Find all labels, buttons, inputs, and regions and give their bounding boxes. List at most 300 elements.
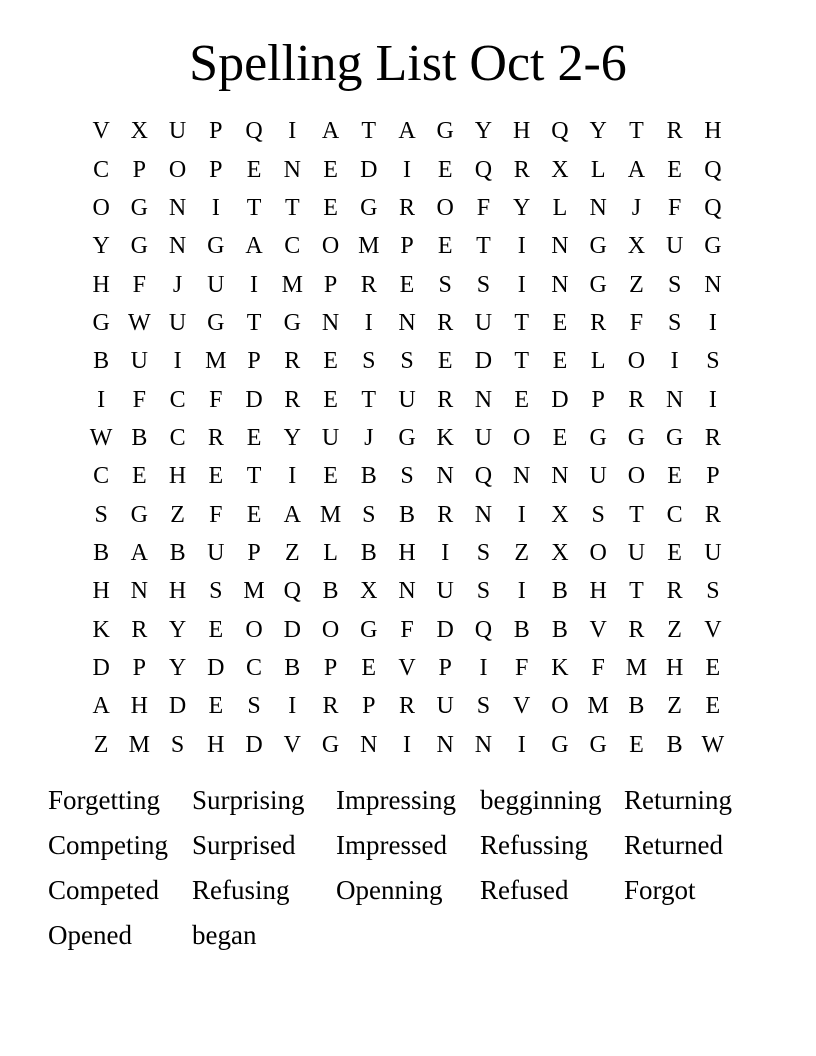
grid-letter: G xyxy=(704,233,722,260)
grid-letter: N xyxy=(665,386,684,413)
grid-letter: I xyxy=(288,463,297,490)
grid-letter: H xyxy=(92,578,110,605)
grid-letter: P xyxy=(706,463,720,490)
word-list-item: Openning xyxy=(336,875,443,905)
grid-letter: M xyxy=(625,654,648,681)
grid-row xyxy=(82,342,732,380)
grid-letter: A xyxy=(398,118,416,145)
grid-letter: E xyxy=(323,386,338,413)
grid-letter: G xyxy=(589,731,607,758)
grid-letter: O xyxy=(589,539,607,566)
grid-letter: J xyxy=(364,424,374,451)
grid-letter: A xyxy=(321,118,340,145)
grid-letter: E xyxy=(552,424,568,451)
grid-letter: O xyxy=(436,194,454,221)
grid-letter: N xyxy=(474,386,493,413)
grid-letter: B xyxy=(398,501,415,528)
grid-letter: F xyxy=(515,654,529,681)
grid-letter: E xyxy=(667,539,682,566)
grid-letter: I xyxy=(479,654,488,681)
grid-row xyxy=(82,112,732,150)
grid-letter: P xyxy=(132,156,147,183)
grid-letter: H xyxy=(130,693,149,720)
grid-letter: W xyxy=(89,424,113,451)
grid-letter: I xyxy=(402,731,411,758)
grid-letter: N xyxy=(513,463,531,490)
grid-letter: X xyxy=(360,578,378,605)
grid-letter: H xyxy=(168,578,187,605)
word-list-item: Returning xyxy=(624,785,732,815)
grid-row xyxy=(82,495,732,533)
grid-letter: L xyxy=(323,539,338,566)
grid-row xyxy=(82,380,732,418)
grid-letter: M xyxy=(243,578,265,605)
grid-letter: G xyxy=(551,731,569,758)
grid-letter: T xyxy=(246,309,262,336)
grid-letter: D xyxy=(245,731,263,758)
grid-letter: U xyxy=(207,271,225,298)
grid-letter: E xyxy=(705,693,721,720)
grid-letter: G xyxy=(436,118,454,145)
grid-letter: E xyxy=(323,194,338,221)
grid-row xyxy=(82,189,732,227)
word-list xyxy=(48,780,788,960)
word-list-item: Impressing xyxy=(336,785,456,815)
grid-letter: H xyxy=(589,578,607,605)
grid-letter: R xyxy=(666,118,683,145)
grid-letter: B xyxy=(551,578,568,605)
grid-letter: N xyxy=(436,463,454,490)
grid-letter: I xyxy=(517,578,526,605)
grid-row xyxy=(82,610,732,648)
grid-letter: A xyxy=(92,693,110,720)
grid-letter: Y xyxy=(513,194,531,221)
grid-letter: E xyxy=(132,463,147,490)
grid-letter: G xyxy=(207,309,225,336)
grid-letter: E xyxy=(246,501,262,528)
word-list-item: Surprising xyxy=(192,785,305,815)
grid-letter: I xyxy=(364,309,373,336)
grid-letter: Z xyxy=(667,693,682,720)
grid-letter: E xyxy=(667,156,682,183)
grid-letter: S xyxy=(400,463,414,490)
grid-letter: F xyxy=(476,194,491,221)
grid-letter: U xyxy=(398,386,416,413)
grid-letter: B xyxy=(666,731,683,758)
grid-letter: G xyxy=(589,233,607,260)
word-list-item: Competing xyxy=(48,830,168,860)
grid-letter: G xyxy=(283,309,301,336)
grid-letter: U xyxy=(207,539,225,566)
word-list-item: Refused xyxy=(480,875,569,905)
grid-letter: Y xyxy=(168,616,187,643)
grid-letter: E xyxy=(667,463,682,490)
grid-letter: S xyxy=(667,271,682,298)
grid-letter: N xyxy=(168,194,187,221)
grid-letter: D xyxy=(551,386,569,413)
word-search-grid xyxy=(82,112,732,764)
grid-letter: O xyxy=(245,616,263,643)
grid-letter: H xyxy=(168,463,187,490)
grid-letter: A xyxy=(627,156,646,183)
grid-letter: G xyxy=(627,424,646,451)
grid-letter: I xyxy=(517,271,526,298)
word-list-item: Forgot xyxy=(624,875,696,905)
grid-letter: I xyxy=(211,194,220,221)
grid-letter: S xyxy=(591,501,605,528)
grid-letter: F xyxy=(209,501,223,528)
grid-letter: T xyxy=(514,309,530,336)
grid-row xyxy=(82,227,732,265)
grid-row xyxy=(82,572,732,610)
grid-letter: P xyxy=(209,118,223,145)
grid-letter: Y xyxy=(283,424,301,451)
word-list-item: began xyxy=(192,920,257,950)
grid-letter: S xyxy=(94,501,108,528)
grid-letter: T xyxy=(246,194,262,221)
grid-letter: R xyxy=(628,616,645,643)
grid-letter: T xyxy=(361,118,377,145)
grid-letter: C xyxy=(666,501,683,528)
grid-row xyxy=(82,726,732,764)
grid-letter: O xyxy=(513,424,531,451)
grid-letter: A xyxy=(283,501,301,528)
grid-letter: K xyxy=(551,654,569,681)
grid-letter: U xyxy=(436,693,454,720)
grid-letter: E xyxy=(705,654,721,681)
grid-letter: Q xyxy=(551,118,569,145)
grid-letter: R xyxy=(207,424,224,451)
grid-letter: N xyxy=(130,578,149,605)
grid-letter: Q xyxy=(474,616,493,643)
grid-letter: B xyxy=(322,578,339,605)
word-list-item: Forgetting xyxy=(48,785,161,815)
grid-letter: G xyxy=(360,616,378,643)
grid-letter: E xyxy=(514,386,530,413)
grid-letter: U xyxy=(130,348,149,375)
grid-letter: E xyxy=(552,348,568,375)
grid-letter: R xyxy=(590,309,607,336)
grid-letter: I xyxy=(441,539,450,566)
grid-letter: Z xyxy=(170,501,185,528)
grid-letter: B xyxy=(93,539,110,566)
grid-letter: F xyxy=(209,386,223,413)
grid-letter: N xyxy=(436,731,454,758)
grid-letter: N xyxy=(551,463,569,490)
grid-letter: S xyxy=(247,693,261,720)
word-list-item: Competed xyxy=(48,875,159,905)
grid-letter: D xyxy=(283,616,301,643)
grid-letter: Z xyxy=(284,539,300,566)
grid-letter: E xyxy=(361,654,377,681)
grid-letter: H xyxy=(665,654,684,681)
grid-letter: N xyxy=(398,578,416,605)
grid-letter: N xyxy=(283,156,301,183)
grid-letter: Q xyxy=(283,578,301,605)
grid-letter: E xyxy=(437,156,453,183)
grid-letter: C xyxy=(93,463,110,490)
grid-letter: D xyxy=(92,654,110,681)
grid-letter: N xyxy=(398,309,416,336)
grid-letter: X xyxy=(551,156,569,183)
grid-letter: E xyxy=(246,156,262,183)
grid-letter: G xyxy=(130,194,149,221)
grid-letter: M xyxy=(128,731,151,758)
grid-letter: S xyxy=(706,578,720,605)
grid-letter: G xyxy=(92,309,110,336)
grid-letter: M xyxy=(587,693,609,720)
grid-letter: T xyxy=(629,578,644,605)
page-title: Spelling List Oct 2-6 xyxy=(189,35,627,92)
grid-letter: R xyxy=(360,271,377,298)
grid-letter: C xyxy=(284,233,301,260)
grid-letter: N xyxy=(551,271,569,298)
grid-letter: C xyxy=(169,386,186,413)
grid-letter: V xyxy=(513,693,531,720)
grid-letter: I xyxy=(173,348,182,375)
grid-letter: F xyxy=(591,654,605,681)
grid-letter: P xyxy=(591,386,605,413)
grid-letter: A xyxy=(130,539,149,566)
grid-letter: T xyxy=(361,386,377,413)
grid-letter: Q xyxy=(704,156,722,183)
grid-letter: X xyxy=(130,118,149,145)
grid-letter: I xyxy=(708,309,717,336)
grid-letter: E xyxy=(323,348,338,375)
grid-letter: Q xyxy=(474,156,493,183)
grid-letter: L xyxy=(590,348,606,375)
grid-letter: U xyxy=(665,233,684,260)
grid-letter: W xyxy=(701,731,725,758)
grid-letter: E xyxy=(208,693,224,720)
grid-letter: G xyxy=(130,501,149,528)
grid-letter: R xyxy=(131,616,148,643)
grid-letter: B xyxy=(284,654,301,681)
grid-letter: H xyxy=(92,271,110,298)
grid-letter: F xyxy=(400,616,414,643)
grid-letter: N xyxy=(474,501,493,528)
grid-letter: P xyxy=(438,654,452,681)
grid-letter: P xyxy=(323,271,338,298)
grid-letter: I xyxy=(517,233,526,260)
grid-letter: Q xyxy=(704,194,722,221)
grid-letter: K xyxy=(92,616,110,643)
grid-letter: X xyxy=(627,233,646,260)
grid-letter: E xyxy=(437,348,453,375)
grid-letter: D xyxy=(360,156,378,183)
grid-letter: U xyxy=(436,578,454,605)
grid-letter: R xyxy=(704,424,721,451)
grid-row xyxy=(82,265,732,303)
grid-letter: R xyxy=(398,693,415,720)
grid-row xyxy=(82,534,732,572)
grid-letter: E xyxy=(552,309,568,336)
grid-letter: O xyxy=(627,463,646,490)
grid-letter: S xyxy=(667,309,682,336)
grid-letter: J xyxy=(172,271,183,298)
grid-letter: G xyxy=(665,424,684,451)
grid-letter: R xyxy=(398,194,415,221)
grid-letter: X xyxy=(551,539,569,566)
grid-letter: G xyxy=(360,194,378,221)
grid-letter: S xyxy=(706,348,720,375)
grid-letter: E xyxy=(437,233,453,260)
grid-letter: R xyxy=(437,309,454,336)
word-list-item: Opened xyxy=(48,920,132,950)
grid-letter: R xyxy=(284,386,301,413)
grid-letter: N xyxy=(551,233,569,260)
grid-letter: P xyxy=(362,693,376,720)
grid-letter: P xyxy=(132,654,147,681)
grid-letter: V xyxy=(398,654,416,681)
grid-letter: M xyxy=(319,501,342,528)
grid-letter: U xyxy=(321,424,340,451)
grid-letter: D xyxy=(436,616,454,643)
grid-letter: V xyxy=(704,616,722,643)
grid-letter: Q xyxy=(245,118,263,145)
grid-letter: P xyxy=(400,233,414,260)
grid-letter: S xyxy=(476,271,491,298)
grid-letter: P xyxy=(247,348,261,375)
grid-letter: T xyxy=(284,194,300,221)
grid-letter: V xyxy=(589,616,607,643)
grid-letter: V xyxy=(283,731,301,758)
grid-letter: E xyxy=(323,463,338,490)
grid-letter: G xyxy=(589,424,607,451)
grid-letter: I xyxy=(402,156,411,183)
grid-letter: N xyxy=(704,271,722,298)
grid-letter: F xyxy=(667,194,682,221)
grid-letter: S xyxy=(170,731,185,758)
grid-letter: M xyxy=(281,271,303,298)
grid-letter: V xyxy=(92,118,110,145)
grid-row xyxy=(82,419,732,457)
grid-letter: E xyxy=(208,463,224,490)
grid-letter: M xyxy=(358,233,380,260)
grid-letter: Z xyxy=(514,539,530,566)
grid-letter: M xyxy=(205,348,227,375)
grid-letter: J xyxy=(631,194,642,221)
grid-letter: I xyxy=(517,731,526,758)
grid-letter: U xyxy=(474,309,493,336)
grid-letter: U xyxy=(589,463,607,490)
grid-letter: G xyxy=(321,731,340,758)
grid-letter: Z xyxy=(93,731,109,758)
grid-letter: U xyxy=(627,539,646,566)
grid-letter: B xyxy=(360,539,377,566)
grid-letter: G xyxy=(207,233,225,260)
grid-letter: R xyxy=(437,501,454,528)
grid-row xyxy=(82,649,732,687)
grid-letter: S xyxy=(209,578,223,605)
grid-letter: T xyxy=(246,463,262,490)
grid-letter: R xyxy=(513,156,530,183)
grid-letter: H xyxy=(704,118,722,145)
word-list-item: Surprised xyxy=(192,830,296,860)
grid-letter: B xyxy=(360,463,377,490)
grid-letter: G xyxy=(130,233,149,260)
grid-letter: R xyxy=(628,386,645,413)
grid-letter: S xyxy=(476,693,491,720)
word-list-item: Impressed xyxy=(336,830,447,860)
grid-letter: C xyxy=(93,156,110,183)
grid-letter: U xyxy=(474,424,493,451)
word-list-item: Refussing xyxy=(480,830,588,860)
grid-letter: O xyxy=(551,693,569,720)
grid-letter: E xyxy=(323,156,338,183)
grid-letter: F xyxy=(629,309,644,336)
grid-letter: F xyxy=(132,271,147,298)
grid-letter: S xyxy=(400,348,414,375)
grid-letter: Z xyxy=(667,616,682,643)
grid-letter: B xyxy=(169,539,186,566)
grid-letter: K xyxy=(436,424,454,451)
grid-letter: I xyxy=(97,386,106,413)
grid-letter: U xyxy=(168,309,187,336)
grid-letter: G xyxy=(589,271,607,298)
grid-letter: U xyxy=(168,118,187,145)
grid-letter: D xyxy=(474,348,493,375)
grid-letter: A xyxy=(245,233,263,260)
grid-row xyxy=(82,304,732,342)
grid-letter: Y xyxy=(92,233,110,260)
grid-letter: O xyxy=(321,233,340,260)
grid-letter: E xyxy=(399,271,415,298)
grid-letter: W xyxy=(128,309,151,336)
grid-letter: D xyxy=(207,654,225,681)
grid-letter: R xyxy=(322,693,339,720)
grid-letter: D xyxy=(245,386,263,413)
grid-letter: I xyxy=(670,348,679,375)
grid-letter: T xyxy=(476,233,491,260)
grid-letter: N xyxy=(360,731,378,758)
grid-letter: Y xyxy=(168,654,187,681)
grid-letter: N xyxy=(474,731,493,758)
grid-letter: N xyxy=(168,233,187,260)
grid-letter: N xyxy=(321,309,340,336)
grid-letter: S xyxy=(362,348,376,375)
grid-letter: T xyxy=(629,501,644,528)
grid-letter: B xyxy=(93,348,110,375)
grid-letter: N xyxy=(589,194,607,221)
grid-letter: R xyxy=(704,501,721,528)
grid-letter: L xyxy=(590,156,606,183)
grid-letter: R xyxy=(284,348,301,375)
grid-letter: T xyxy=(514,348,530,375)
grid-letter: Y xyxy=(474,118,493,145)
grid-letter: O xyxy=(92,194,110,221)
grid-letter: U xyxy=(704,539,722,566)
grid-letter: O xyxy=(627,348,646,375)
grid-letter: I xyxy=(288,693,297,720)
grid-letter: F xyxy=(132,386,147,413)
word-list-item: begginning xyxy=(480,785,602,815)
grid-letter: E xyxy=(629,731,644,758)
grid-letter: S xyxy=(476,578,491,605)
grid-letter: S xyxy=(476,539,491,566)
grid-row xyxy=(82,457,732,495)
grid-letter: O xyxy=(168,156,187,183)
grid-letter: P xyxy=(247,539,261,566)
grid-letter: S xyxy=(362,501,376,528)
grid-letter: E xyxy=(208,616,224,643)
word-list-item: Refusing xyxy=(192,875,290,905)
grid-letter: O xyxy=(321,616,340,643)
grid-row xyxy=(82,687,732,725)
grid-letter: P xyxy=(209,156,223,183)
grid-letter: E xyxy=(246,424,262,451)
grid-letter: Q xyxy=(474,463,493,490)
